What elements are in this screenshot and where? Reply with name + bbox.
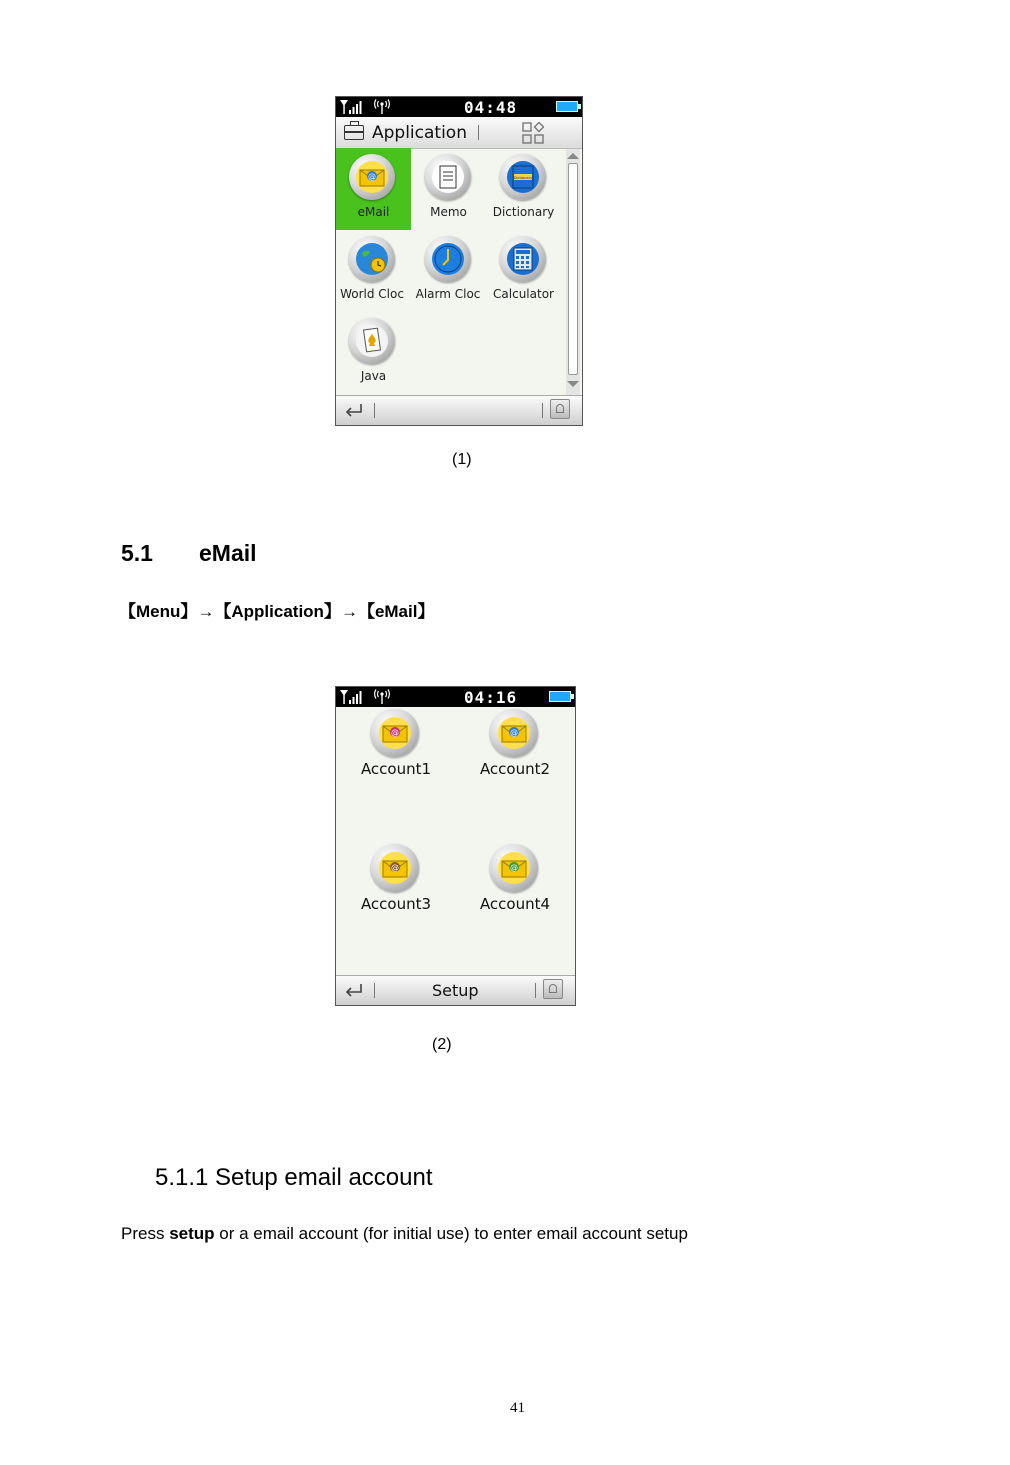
account-label: Account3 (360, 895, 432, 913)
battery-icon (556, 101, 578, 112)
app-label: Java (360, 369, 387, 383)
app-label: Memo (430, 205, 467, 219)
text-suffix: or a email account (for initial use) to enter email account setup (214, 1224, 688, 1243)
alarm-clock-icon (425, 236, 471, 282)
divider (374, 983, 375, 998)
dictionary-icon (500, 154, 546, 200)
signal-icon (340, 100, 362, 114)
account-label: Account1 (360, 760, 432, 778)
scroll-thumb[interactable] (568, 163, 578, 375)
app-label: Dictionary (492, 205, 555, 219)
screen-title: Application (372, 123, 467, 143)
account-1[interactable] (346, 709, 446, 789)
email-icon (371, 844, 419, 892)
svg-text:@: @ (391, 728, 399, 737)
app-email[interactable] (336, 148, 411, 230)
setup-keyword: setup (169, 1224, 215, 1243)
calculator-icon (500, 236, 546, 282)
text-prefix: Press (121, 1224, 170, 1243)
breadcrumb: 【Menu】→【Application】→【eMail】 (119, 602, 435, 621)
account-label: Account2 (479, 760, 551, 778)
app-label: Calculator (493, 287, 554, 301)
scroll-up-arrow[interactable] (567, 153, 579, 159)
status-bar (336, 97, 582, 117)
clock: 04:16 (464, 688, 518, 707)
home-icon[interactable] (543, 979, 563, 999)
status-bar (336, 687, 575, 707)
page-number: 41 (510, 1400, 525, 1416)
email-icon (371, 709, 419, 757)
divider (374, 403, 375, 418)
account-4[interactable] (465, 844, 565, 924)
account-label: Account4 (479, 895, 551, 913)
subsection-title: 5.1.1 Setup email account (155, 1164, 433, 1191)
app-label: Alarm Cloc (415, 287, 481, 301)
svg-text:@: @ (510, 863, 518, 872)
back-icon[interactable] (344, 402, 364, 418)
email-icon (490, 709, 538, 757)
setup-softkey[interactable]: Setup (432, 981, 479, 1000)
java-icon (349, 318, 395, 364)
divider (542, 403, 543, 418)
bottom-bar (336, 975, 575, 1005)
app-label: World Cloc (340, 287, 404, 301)
battery-icon (549, 691, 571, 702)
app-memo[interactable] (411, 148, 486, 230)
home-icon[interactable] (550, 399, 570, 419)
app-dictionary[interactable] (486, 148, 561, 230)
email-icon (490, 844, 538, 892)
svg-text:@: @ (391, 863, 399, 872)
account-3[interactable] (346, 844, 446, 924)
divider (478, 125, 479, 140)
app-label: eMail (357, 205, 390, 219)
svg-text:@: @ (368, 172, 376, 181)
app-alarm-clock[interactable] (411, 230, 486, 312)
app-calculator[interactable] (486, 230, 561, 312)
wireless-icon (374, 689, 390, 704)
dictionary-badge: Dictionary (513, 175, 533, 180)
section-number: 5.1 (121, 540, 153, 566)
wireless-icon (374, 99, 390, 114)
figure-caption: (1) (452, 451, 472, 468)
email-accounts-screen (335, 686, 576, 1006)
back-icon[interactable] (344, 982, 364, 998)
scroll-down-arrow[interactable] (567, 381, 579, 387)
memo-icon (425, 154, 471, 200)
bottom-bar (336, 395, 582, 425)
section-title: eMail (199, 540, 257, 566)
figure-caption: (2) (432, 1036, 452, 1053)
signal-icon (340, 690, 362, 704)
instruction-text (121, 1224, 688, 1244)
application-screen (335, 96, 583, 426)
world-clock-icon (349, 236, 395, 282)
app-world-clock[interactable] (336, 230, 411, 312)
email-icon (349, 154, 395, 200)
scrollbar[interactable] (566, 149, 580, 395)
view-toggle-icon[interactable] (522, 122, 544, 144)
app-java[interactable] (336, 312, 411, 394)
svg-text:@: @ (510, 728, 518, 737)
title-bar (336, 117, 582, 149)
account-2[interactable] (465, 709, 565, 789)
toolbox-icon (344, 125, 364, 140)
divider (535, 983, 536, 998)
clock: 04:48 (464, 98, 518, 117)
